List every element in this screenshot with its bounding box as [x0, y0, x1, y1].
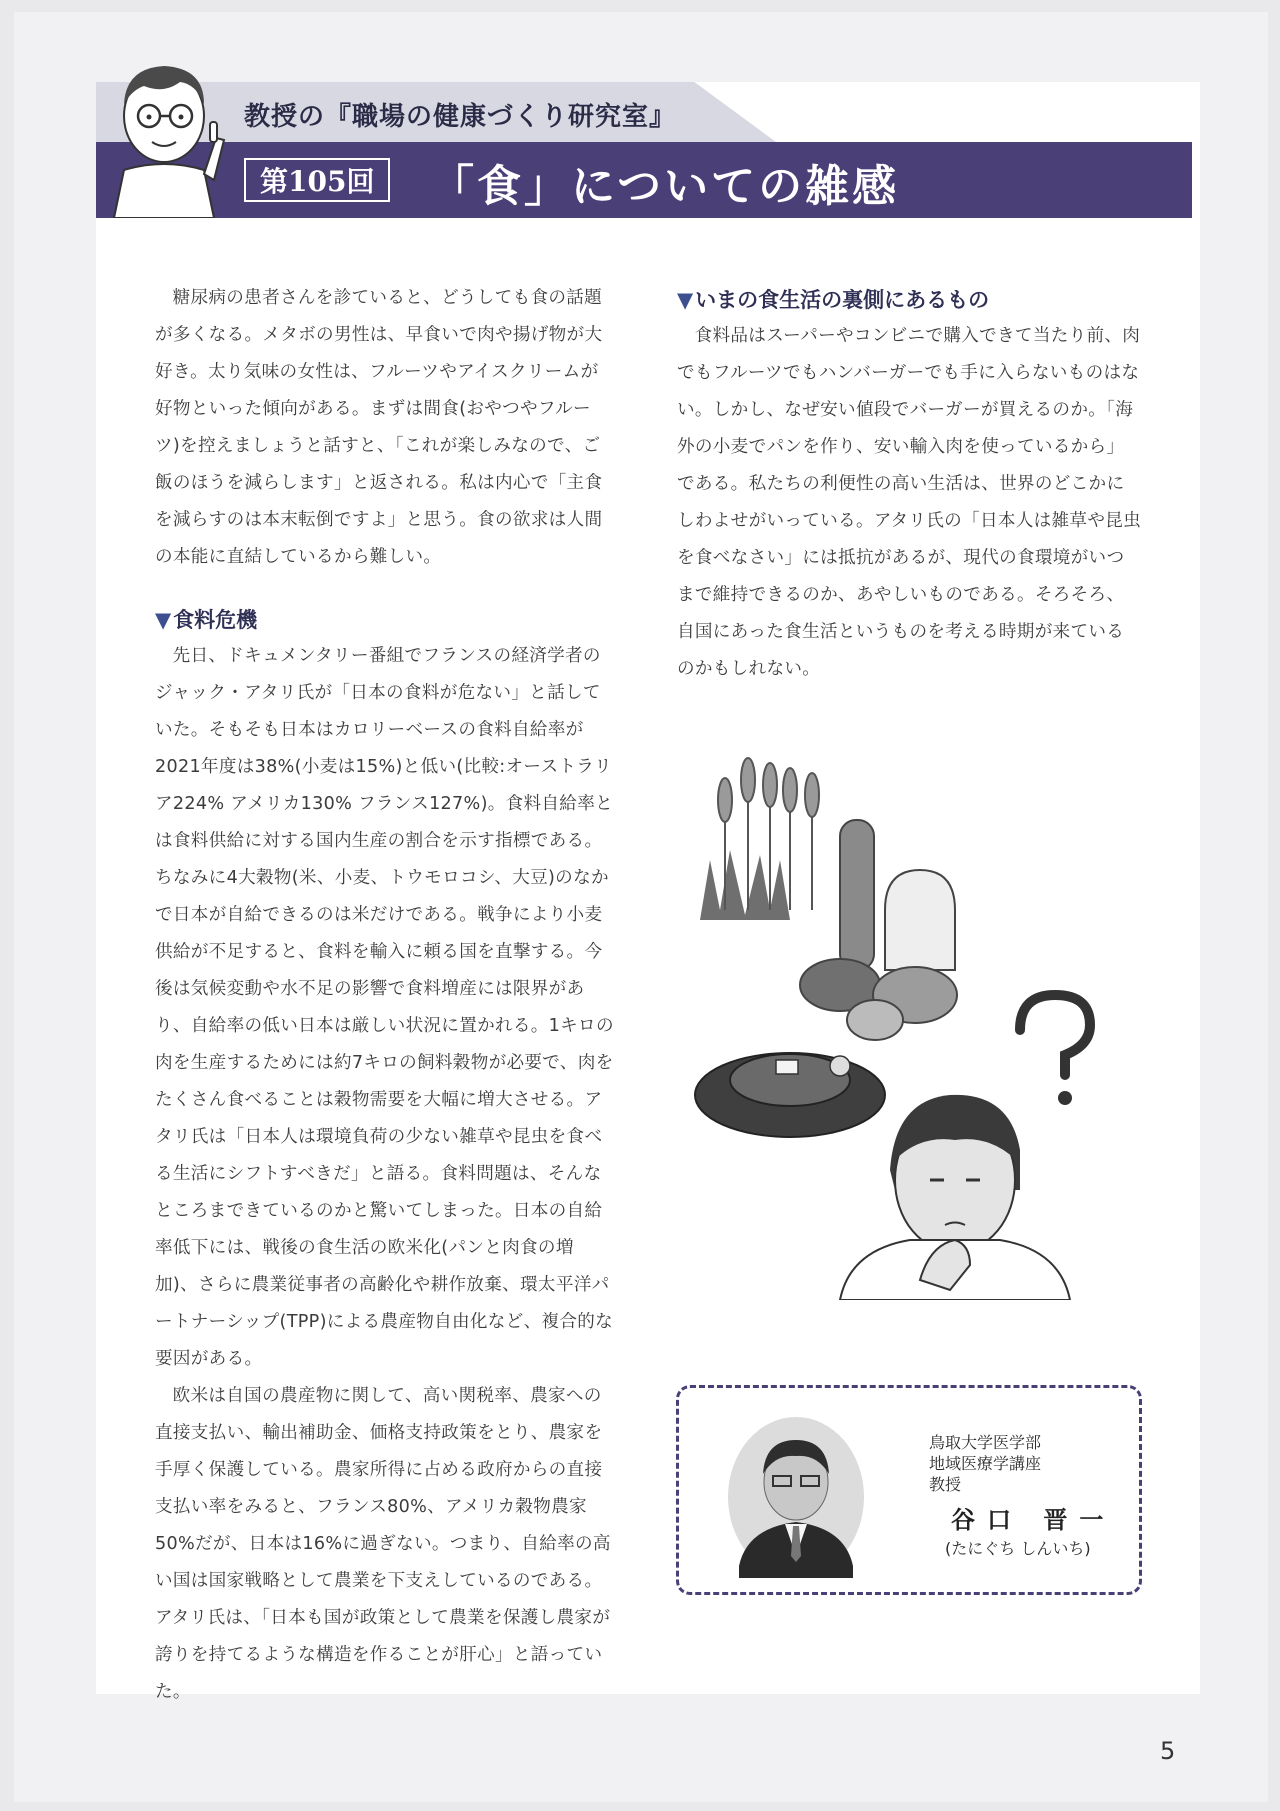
food-crisis-text: [155, 638, 615, 1711]
food-crisis-paragraph-1: 先日、ドキュメンタリー番組でフランスの経済学者のジャック・アタリ氏が「日本の食料が危ない」と話していた。そもそも日本はカロリーベースの食料自給率が2021年度は38%(小麦は15%)と低い(比較:オーストラリア224% アメリカ130% フランス127%)。食料自給率とは食料供給に対する国内生産の割合を示す指標である。ちなみに4大穀物(米、小麦、トウモロコシ、大豆)のなかで日本が自給できるのは米だけである。戦争により小麦供給が不足すると、食料を輸入に頼る国を直撃する。今後は気候変動や水不足の影響で食料増産には限界があり、自給率の低い日本は厳しい状況に置かれる。1キロの肉を生産するためには約7キロの飼料穀物が必要で、肉をたくさん食べることは穀物需要を大幅に増大させる。アタリ氏は「日本人は環境負荷の少ない雑草や昆虫を食べる生活にシフトすべきだ」と語る。食料問題は、そんなところまできているのかと驚いてしまった。日本の自給率低下には、戦後の食生活の欧米化(パンと肉食の増加)、さらに農業従事者の高齢化や耕作放棄、環太平洋パートナーシップ(TPP)による農産物自由化など、複合的な要因がある。: [155, 646, 614, 1369]
affiliation-university: 鳥取大学医学部: [929, 1433, 1042, 1452]
affiliation-department: 地域医療学講座: [929, 1454, 1042, 1473]
food-crisis-paragraph-2: 欧米は自国の農産物に関して、高い関税率、農家への直接支払い、輸出補助金、価格支持政策をとり、農家を手厚く保護している。農家所得に占める政府からの直接支払い率をみると、フランス80%、アメリカ穀物農家50%だが、日本は16%に過ぎない。つまり、自給率の高い国は国家戦略として農業を下支えしているのである。アタリ氏は、「日本も国が政策として農業を保護し農家が誇りを持てるような構造を作ることが肝心」と語っていた。: [155, 1386, 611, 1702]
author-profile-box: [676, 1385, 1142, 1595]
article-title: 「食」についての雑感: [430, 161, 900, 212]
author-affiliation: [929, 1432, 1041, 1495]
author-name-reading: (たにぐち しんいち): [945, 1539, 1091, 1558]
series-title: 教授の『職場の健康づくり研究室』: [244, 102, 677, 132]
down-triangle-icon: ▼: [155, 608, 172, 632]
author-position: 教授: [929, 1475, 962, 1494]
steak-icon: [695, 1053, 885, 1137]
question-mark-icon: [1020, 995, 1090, 1105]
down-triangle-icon: ▼: [677, 288, 694, 312]
behind-diet-paragraph: 食料品はスーパーやコンビニで購入できて当たり前、肉でもフルーツでもハンバーガーでも手に入らないものはない。しかし、なぜ安い値段でバーガーが買えるのか。「海外の小麦でパンを作り、安い輸入肉を使っているから」である。私たちの利便性の高い生活は、世界のどこかにしわよせがいっている。アタリ氏の「日本人は雑草や昆虫を食べなさい」には抵抗があるが、現代の食環境がいつまで維持できるのか、あやしいものである。そろそろ、自国にあった食生活というものを考える時期が来ているのかもしれない。: [677, 326, 1142, 679]
heading-food-crisis-label: 食料危機: [173, 608, 258, 632]
issue-badge: 第105回: [244, 158, 390, 202]
heading-behind-diet: [677, 282, 989, 318]
intro-text: [155, 280, 615, 576]
food-thinking-illustration: [690, 750, 1140, 1300]
heading-food-crisis: [155, 602, 257, 638]
wheat-icon: [700, 758, 819, 920]
professor-illustration-icon: [104, 54, 230, 218]
intro-paragraph: 糖尿病の患者さんを診ていると、どうしても食の話題が多くなる。メタボの男性は、早食いで肉や揚げ物が大好き。太り気味の女性は、フルーツやアイスクリームが好物といった傾向がある。まずは間食(おやつやフルーツ)を控えましょうと話すと、「これが楽しみなので、ご飯のほうを減らします」と返される。私は内心で「主食を減らすのは本末転倒ですよ」と思う。食の欲求は人間の本能に直結しているから難しい。: [155, 288, 603, 567]
thinking-man-icon: [840, 1095, 1070, 1300]
author-name: 谷口 晋一: [951, 1506, 1116, 1534]
behind-diet-text: [677, 318, 1141, 688]
page-number: 5: [1160, 1737, 1176, 1765]
heading-behind-diet-label: いまの食生活の裏側にあるもの: [695, 288, 990, 312]
bread-icon: [800, 820, 957, 1040]
author-photo: [727, 1416, 865, 1578]
